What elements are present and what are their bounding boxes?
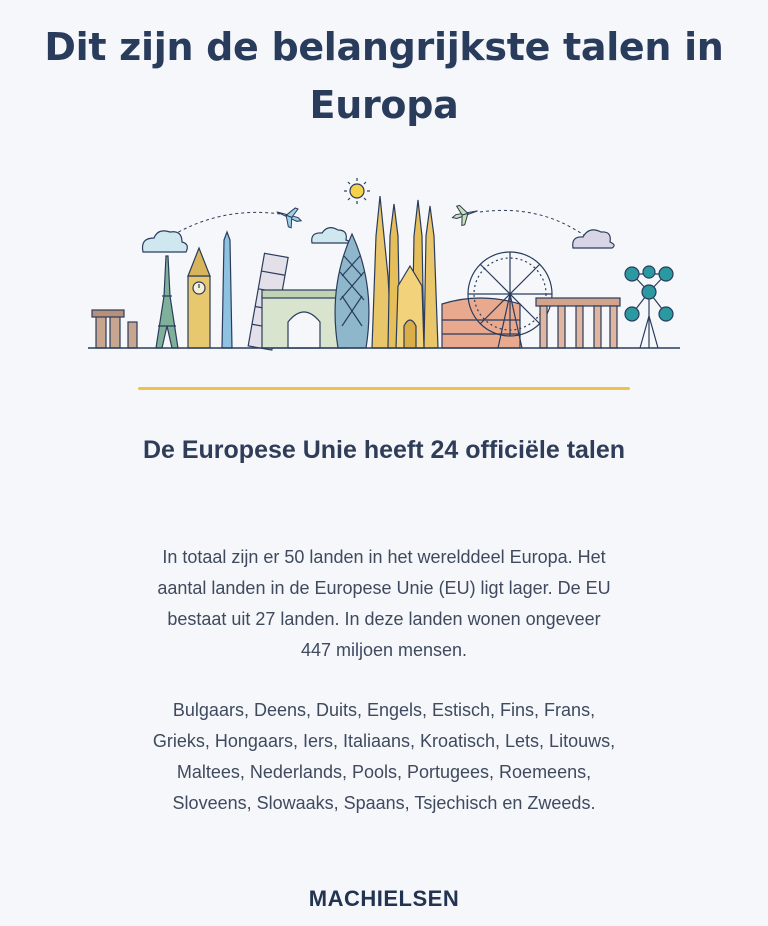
section-subtitle: De Europese Unie heeft 24 officiële talen <box>142 436 626 464</box>
sun-icon <box>344 178 370 204</box>
intro-paragraph: In totaal zijn er 50 landen in het werelddeel Europa. Het aantal landen in de Europese Unie (EU) ligt lager. De EU bestaat uit 27 landen. In deze landen wonen ongeveer 447 miljoen mensen. <box>157 547 611 660</box>
page-title: Dit zijn de belangrijkste talen in Europa <box>44 25 724 127</box>
languages-paragraph: Bulgaars, Deens, Duits, Engels, Estisch, Fins, Frans, Grieks, Hongaars, Iers, Italiaans, Kroatisch, Lets, Litouws, Maltees, Nederlands, Pools, Portugees, Roemeens, Sloveens, Slowaaks, Spaans, Tsjechisch en Zweeds. <box>152 700 616 813</box>
brand-logo: MACHIELSEN <box>308 886 460 911</box>
airplane-icon <box>273 202 304 230</box>
accent-divider <box>138 387 630 390</box>
europe-landmarks-skyline-icon <box>80 176 688 358</box>
airplane-icon <box>450 201 480 227</box>
